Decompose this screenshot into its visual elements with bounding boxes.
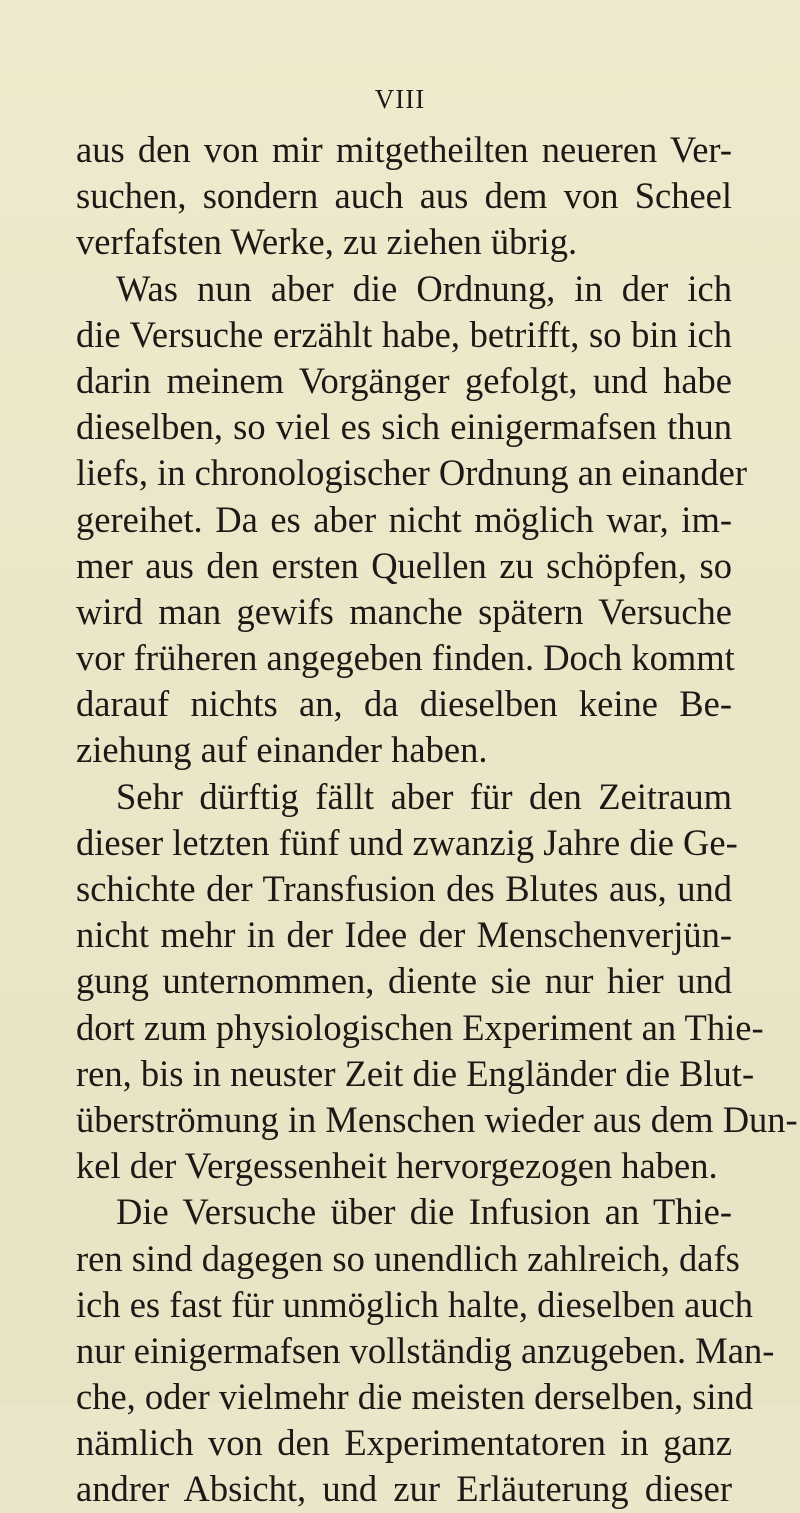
text-line: liefs, in chronologischer Ordnung an einander — [76, 452, 747, 494]
text-line: wird man gewifs manche spätern Versuche — [76, 590, 732, 632]
text-line: kel der Vergessenheit hervorgezogen haben. — [76, 1145, 718, 1187]
text-line: überströmung in Menschen wieder aus dem Dun- — [76, 1098, 798, 1140]
text-line: gung unternommen, diente sie nur hier und — [76, 960, 732, 1002]
text-line: aus den von mir mitgetheilten neueren Ver- — [76, 129, 732, 170]
text-line: nämlich von den Experimentatoren in ganz — [76, 1422, 732, 1464]
text-line: ziehung auf einander haben. — [76, 729, 488, 771]
page-number: VIII — [374, 84, 426, 114]
text-line: Was nun aber die Ordnung, in der ich — [116, 267, 732, 309]
text-line: ich es fast für unmöglich halte, dieselben auch — [76, 1283, 754, 1325]
text-line: gereihet. Da es aber nicht möglich war, im- — [76, 498, 732, 540]
text-line: die Versuche erzählt habe, betrifft, so bin ich — [76, 313, 732, 355]
text-line: nicht mehr in der Idee der Menschenverjün- — [76, 914, 732, 956]
text-line: andrer Absicht, und zur Erläuterung dieser — [76, 1468, 732, 1510]
text-line: darauf nichts an, da dieselben keine Be- — [76, 683, 732, 725]
text-line: suchen, sondern auch aus dem von Scheel — [76, 175, 732, 217]
text-line: dort zum physiologischen Experiment an Thie- — [76, 1006, 764, 1048]
text-line: verfafsten Werke, zu ziehen übrig. — [76, 221, 578, 263]
text-line: dieselben, so viel es sich einigermafsen thun — [76, 406, 732, 448]
text-line: Die Versuche über die Infusion an Thie- — [116, 1191, 732, 1233]
text-line: ren, bis in neuster Zeit die Engländer die Blut- — [76, 1052, 755, 1094]
text-line: ren sind dagegen so unendlich zahlreich, dafs — [76, 1237, 740, 1279]
text-line: nur einigermafsen vollständig anzugeben. Man- — [76, 1329, 775, 1371]
text-line: schichte der Transfusion des Blutes aus, und — [76, 868, 732, 909]
body-text — [76, 127, 798, 1513]
text-line: vor früheren angegeben finden. Doch kommt — [76, 637, 735, 679]
text-line: Sehr dürftig fällt aber für den Zeitraum — [116, 775, 732, 817]
text-line: dieser letzten fünf und zwanzig Jahre die Ge- — [76, 821, 738, 863]
text-line: che, oder vielmehr die meisten derselben, sind — [76, 1376, 754, 1418]
text-line: darin meinem Vorgänger gefolgt, und habe — [76, 359, 732, 401]
text-line: mer aus den ersten Quellen zu schöpfen, so — [76, 544, 732, 586]
